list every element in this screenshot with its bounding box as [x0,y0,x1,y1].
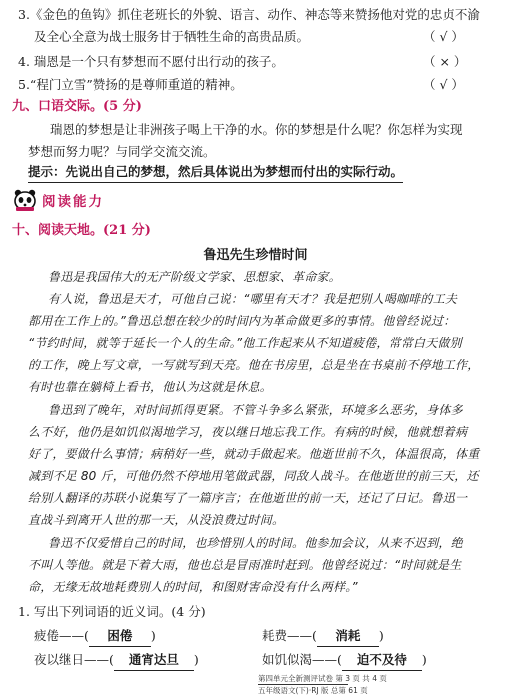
synonym-dash: ——( [287,628,317,643]
passage-line: 鲁迅不仅爱惜自己的时间，也珍惜别人的时间。他参加会议，从来不迟到，绝 [48,536,463,550]
judgement-mark-5: （ √ ） [423,77,464,92]
passage-title: 鲁迅先生珍惜时间 [203,248,308,263]
synonym-answer[interactable]: 迫不及待 [342,650,422,671]
synonym-answer[interactable]: 通宵达旦 [114,650,194,671]
synonym-close: ) [421,652,427,667]
passage-line: 好了，要做什么事情；病稍好一些，就动手做起来。他逝世前不久，体温很高，体重 [28,447,480,461]
synonym-word: 耗费 [262,628,288,643]
synonym-close: ) [150,628,156,643]
synonym-answer[interactable]: 消耗 [317,626,379,647]
passage-line: 有时也靠在躺椅上看书，他认为这就是休息。 [28,380,273,394]
judgement-item-5: 5.“程门立雪”赞扬的是尊师重道的精神。 [18,77,243,92]
section-10-heading: 十、阅读天地。(21 分) [12,223,151,238]
passage-line: 有人说，鲁迅是天才，可他自己说：“哪里有天才？我是把别人喝咖啡的工夫 [48,292,458,306]
passage-line: 都用在工作上的。”鲁迅总想在较少的时间内为革命做更多的事情。他曾经说过： [28,314,456,328]
reading-ability-badge [12,188,104,212]
judgement-item-3-cont: 及全心全意为战士服务甘于牺牲生命的高贵品质。 [34,29,310,44]
passage-line: 鲁迅到了晚年，对时间抓得更紧。不管斗争多么紧张，环境多么恶劣，身体多 [48,403,463,417]
section-9-prompt-line2: 梦想而努力呢？与同学交流交流。 [28,144,216,159]
judgement-item-3: 3.《金色的鱼钩》抓住老班长的外貌、语言、动作、神态等来赞扬他对党的忠贞不渝 [18,7,480,22]
synonym-word: 夜以继日 [34,652,85,667]
footer-divider [258,684,348,685]
synonym-dash: ——( [59,628,89,643]
synonym-answer[interactable]: 困倦 [89,626,151,647]
passage-line: 命，无缘无故地耗费别人的时间，和图财害命没有什么两样。” [28,580,358,594]
synonym-close: ) [193,652,199,667]
passage-line: 鲁迅是我国伟大的无产阶级文学家、思想家、革命家。 [48,270,341,284]
synonym-close: ) [378,628,384,643]
synonym-row [262,650,427,671]
passage-line: 减到不足 80 斤，可他仍然不停地用笔做武器，同敌人战斗。在他逝世的前三天，还 [28,469,479,483]
synonym-word: 如饥似渴 [262,652,313,667]
passage-line: 的工作，晚上写文章，一写就写到天亮。他在书房里，总是坐在书桌前不停地工作， [28,358,480,372]
footer-line-1: 第四单元全新测评试卷 第 3 页 共 4 页 [258,674,387,683]
judgement-mark-4: （ × ） [423,54,467,69]
synonym-word: 疲倦 [34,628,60,643]
synonym-row [262,626,384,647]
section-9-heading: 九、口语交际。(5 分) [12,99,142,114]
judgement-item-4: 4. 瑞恩是一个只有梦想而不愿付出行动的孩子。 [18,54,284,69]
panda-icon [12,188,38,212]
synonym-dash: ——( [84,652,114,667]
section-9-hint: 提示：先说出自己的梦想，然后具体说出为梦想而付出的实际行动。 [28,163,403,183]
passage-line: 么不好，他仍是如饥似渴地学习，夜以继日地忘我工作。有病的时候，他就想着病 [28,425,468,439]
passage-line: 不叫人等他。就是下着大雨，他也总是冒雨准时赶到。他曾经说过：“时间就是生 [28,558,462,572]
passage-line: 给别人翻译的苏联小说集写了一篇序言；在他逝世的前一天，还记了日记。鲁迅一 [28,491,468,505]
synonym-row [34,650,199,671]
passage-line: “节约时间，就等于延长一个人的生命。”他工作起来从不知道疲倦，常常白天做别 [28,336,462,350]
synonym-row [34,626,156,647]
section-9-prompt-line1: 瑞恩的梦想是让非洲孩子喝上干净的水。你的梦想是什么呢？你怎样为实现 [50,122,463,137]
synonym-dash: ——( [312,652,342,667]
question-1: 1. 写出下列词语的近义词。(4 分) [18,604,206,619]
reading-ability-label: 阅读能力 [42,194,104,210]
footer-line-2: 五年级语文(下)·RJ 版 总第 61 页 [258,686,368,695]
judgement-mark-3: （ √ ） [423,29,464,44]
passage-line: 直战斗到离开人世的那一天，从没浪费过时间。 [28,513,285,527]
